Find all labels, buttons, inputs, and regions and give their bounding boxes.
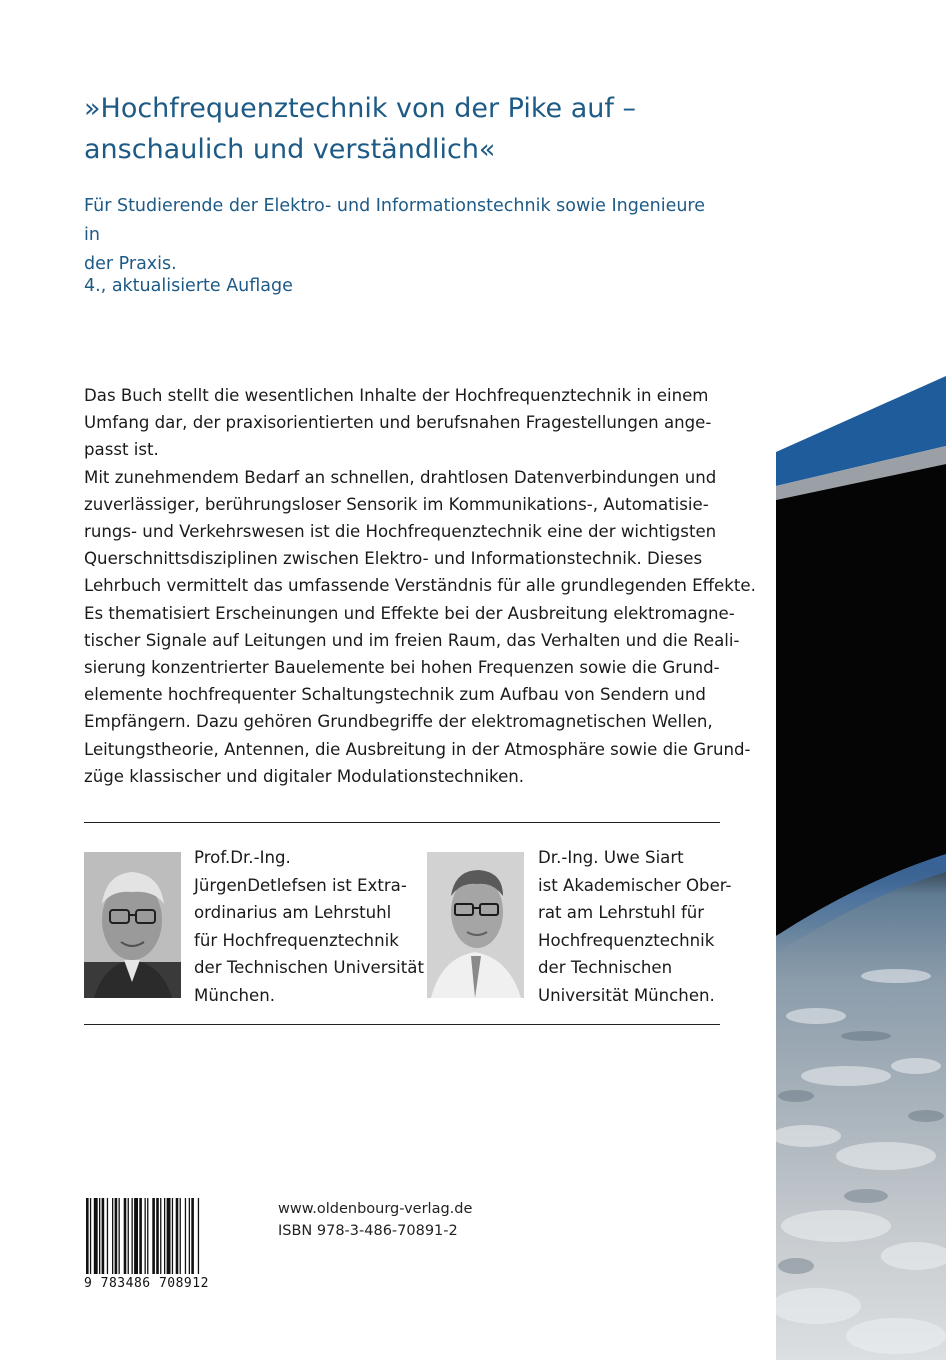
target-audience-line-2: der Praxis. xyxy=(84,254,177,274)
description-line: sierung konzentrierter Bauelemente bei hohen Frequenzen sowie die Grund- xyxy=(84,658,720,678)
earth-from-space-image xyxy=(776,376,946,1360)
barcode-bar xyxy=(128,1198,129,1274)
description-line: rungs- und Verkehrswesen ist die Hochfrequenztechnik eine der wichtigsten xyxy=(84,522,717,542)
barcode-bar xyxy=(160,1198,161,1274)
author-bio-line: Universität München. xyxy=(538,985,715,1005)
description-line: Mit zunehmendem Bedarf an schnellen, drahtlosen Datenverbindungen und xyxy=(84,467,717,487)
description-line: züge klassischer und digitaler Modulationstechniken. xyxy=(84,766,525,786)
author-bio-detlefsen xyxy=(194,844,424,1010)
barcode-bar xyxy=(145,1198,146,1274)
barcode-bar xyxy=(176,1198,179,1274)
divider-top xyxy=(84,822,720,823)
barcode-bar xyxy=(139,1198,142,1274)
author-bio-line: Hochfrequenztechnik xyxy=(538,930,715,950)
barcode-bar xyxy=(99,1198,100,1274)
barcode-bar xyxy=(107,1198,108,1274)
barcode-bar xyxy=(134,1198,138,1274)
headline-line-1: »Hochfrequenztechnik von der Pike auf – xyxy=(84,93,636,124)
author-bio-line: JürgenDetlefsen ist Extra- xyxy=(194,875,407,895)
isbn-label: ISBN 978-3-486-70891-2 xyxy=(278,1223,458,1239)
barcode-bar xyxy=(180,1198,181,1274)
author-bio-line: Dr.-Ing. Uwe Siart xyxy=(538,848,684,867)
barcode-bar xyxy=(156,1198,159,1274)
description-line: passt ist. xyxy=(84,440,159,460)
publisher-info xyxy=(278,1198,472,1242)
author-bio-line: ist Akademischer Ober- xyxy=(538,875,732,895)
edition-label: 4., aktualisierte Auflage xyxy=(84,276,293,296)
author-bio-line: München. xyxy=(194,985,275,1005)
author-photo-siart xyxy=(427,852,524,998)
barcode-bar xyxy=(152,1198,155,1274)
target-audience xyxy=(84,192,724,279)
author-bio-line: Prof.Dr.-Ing. xyxy=(194,848,291,867)
description-line: Lehrbuch vermittelt das umfassende Verständnis für alle grundlegenden Effekte. xyxy=(84,576,756,596)
barcode-bar xyxy=(198,1198,199,1274)
barcode-bar xyxy=(147,1198,148,1274)
barcode-digits: 9 783486 708912 xyxy=(84,1276,209,1291)
barcode-bar xyxy=(94,1198,98,1274)
cover-headline xyxy=(84,88,704,170)
barcode-bar xyxy=(164,1198,165,1274)
author-bio-line: für Hochfrequenztechnik xyxy=(194,930,399,950)
barcode-bar xyxy=(112,1198,113,1274)
author-bio-line: rat am Lehrstuhl für xyxy=(538,903,705,923)
description-line: Das Buch stellt die wesentlichen Inhalte der Hochfrequenztechnik in einem xyxy=(84,386,709,405)
divider-bottom xyxy=(84,1024,720,1025)
description-line: Querschnittsdisziplinen zwischen Elektro- und Informationstechnik. Dieses xyxy=(84,549,703,569)
author-bio-siart xyxy=(538,844,732,1010)
barcode-bar xyxy=(86,1198,89,1274)
description-text xyxy=(84,382,756,790)
description-line: Leitungstheorie, Antennen, die Ausbreitung in der Atmosphäre sowie die Grund- xyxy=(84,739,751,759)
author-bio-line: der Technischen Universität xyxy=(194,958,424,978)
barcode-bar xyxy=(102,1198,105,1274)
description-line: zuverlässiger, berührungsloser Sensorik im Kommunikations-, Automatisie- xyxy=(84,494,709,514)
barcode-bar xyxy=(119,1198,120,1274)
author-photo-detlefsen xyxy=(84,852,181,998)
barcode-bar xyxy=(167,1198,171,1274)
author-bio-line: ordinarius am Lehrstuhl xyxy=(194,903,392,923)
barcode-bar xyxy=(115,1198,118,1274)
barcode-bar xyxy=(124,1198,127,1274)
description-line: Empfängern. Dazu gehören Grundbegriffe der elektromagnetischen Wellen, xyxy=(84,712,713,732)
description-line: Umfang dar, der praxisorientierten und berufsnahen Fragestellungen ange- xyxy=(84,413,712,433)
author-bio-line: der Technischen xyxy=(538,958,673,978)
description-line: Es thematisiert Erscheinungen und Effekte bei der Ausbreitung elektromagne- xyxy=(84,603,735,623)
barcode-bar xyxy=(172,1198,173,1274)
barcode-bar xyxy=(189,1198,190,1274)
headline-line-2: anschaulich und verständlich« xyxy=(84,134,496,165)
description-line: elemente hochfrequenter Schaltungstechnik zum Aufbau von Sendern und xyxy=(84,685,706,705)
barcode-bar xyxy=(191,1198,194,1274)
publisher-url[interactable]: www.oldenbourg-verlag.de xyxy=(278,1201,473,1217)
barcode-bar xyxy=(90,1198,91,1274)
target-audience-line-1: Für Studierende der Elektro- und Informationstechnik sowie Ingenieure in xyxy=(84,196,706,245)
barcode-bar xyxy=(185,1198,186,1274)
barcode-bar xyxy=(132,1198,133,1274)
description-line: tischer Signale auf Leitungen und im freien Raum, das Verhalten und die Reali- xyxy=(84,630,740,650)
